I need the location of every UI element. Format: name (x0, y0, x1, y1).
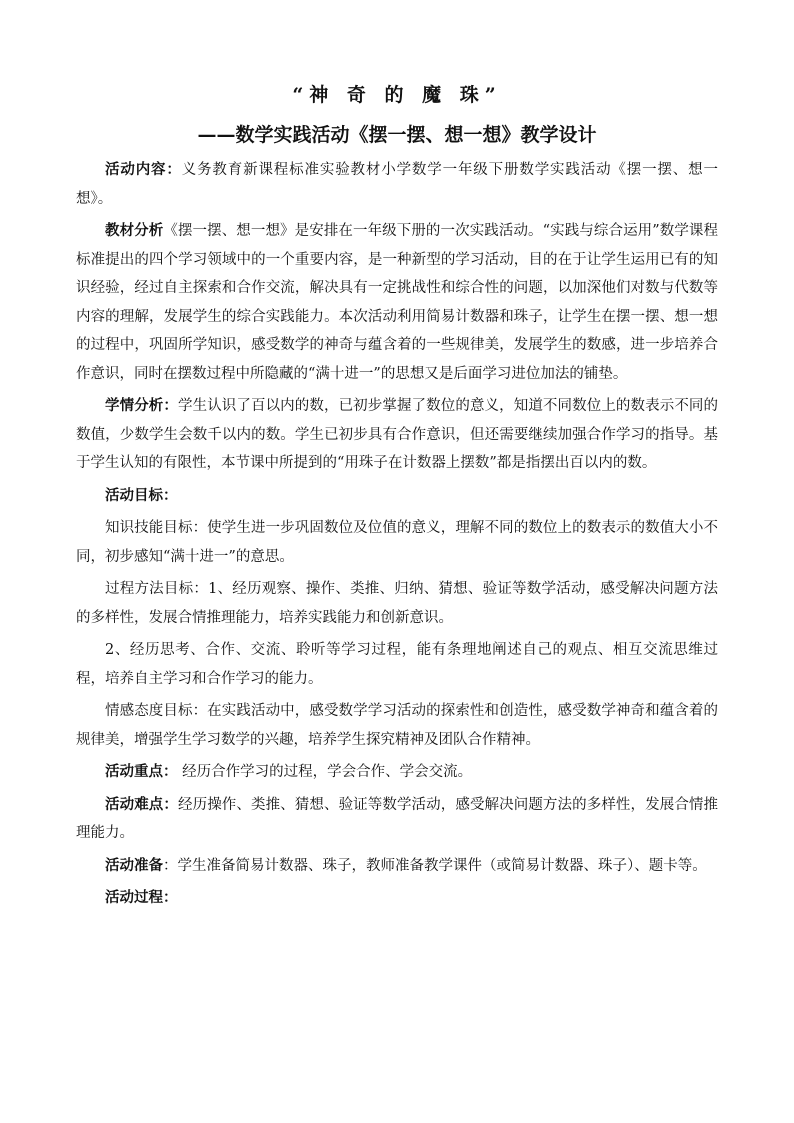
preparation-label: 活动准备 (105, 856, 163, 874)
goal-process-paragraph-2: 2、经历思考、合作、交流、聆听等学习过程，能有条理地阐述自己的观点、相互交流思维过程，培养自主学习和合作学习的能力。 (76, 642, 718, 687)
student-analysis-paragraph (76, 392, 718, 478)
activity-content-label: 活动内容： (105, 161, 182, 178)
document-page (76, 80, 718, 917)
goal-knowledge-paragraph: 知识技能目标：使学生进一步巩固数位及位值的意义，理解不同的数位上的数表示的数值大小不同，初步感知“满十进一”的意思。 (76, 520, 718, 565)
activity-process-heading: 活动过程： (105, 889, 178, 906)
material-analysis-paragraph (76, 217, 718, 388)
key-point-label: 活动重点： (105, 763, 178, 780)
key-point-text: 经历合作学习的过程，学会合作、学会交流。 (177, 764, 473, 780)
key-point-paragraph (76, 758, 718, 787)
preparation-paragraph (76, 852, 718, 881)
document-subtitle: ——数学实践活动《摆一摆、想一想》教学设计 (197, 124, 597, 146)
preparation-text: ：学生准备简易计数器、珠子，教师准备教学课件（或简易计数器、珠子）、题卡等。 (163, 857, 707, 874)
activity-content-text: 义务教育新课程标准实验教材小学数学一年级下册数学实践活动《摆一摆、想一想》。 (76, 162, 719, 207)
difficulty-paragraph (76, 791, 718, 848)
activity-content-paragraph (76, 156, 718, 213)
activity-goals-heading: 活动目标： (105, 486, 178, 504)
goal-process-paragraph-1: 过程方法目标：1、经历观察、操作、类推、归纳、猜想、验证等数学活动，感受解决问题方法的多样性，发展合情推理能力，培养实践能力和创新意识。 (76, 581, 718, 626)
difficulty-text: 经历操作、类推、猜想、验证等数学活动，感受解决问题方法的多样性，发展合情推理能力。 (76, 796, 719, 841)
material-analysis-label: 教材分析 (105, 222, 164, 239)
document-title: “神 奇 的 魔 珠” (292, 84, 502, 106)
material-analysis-text: 《摆一摆、想一想》是安排在一年级下册的一次实践活动。“实践与综合运用”数学课程标准提出的四个学习领域中的一个重要内容，是一种新型的学习活动，目的在于让学生运用已有的知识经验，经过自主探索和合作交流，解决具有一定挑战性和综合性的问题，以加深他们对数与代数等内容的理解，发展学生的综合实践能力。本次活动利用简易计数器和珠子，让学生在摆一摆、想一想的过程中，巩固所学知识，感受数学的神奇与蕴含着的一些规律美，发展学生的数感，进一步培养合作意识，同时在摆数过程中所隐藏的“满十进一”的思想又是后面学习进位加法的铺垫。 (76, 223, 719, 382)
student-analysis-label: 学情分析： (105, 397, 178, 414)
goal-emotion-paragraph: 情感态度目标：在实践活动中，感受数学学习活动的探索性和创造性，感受数学神奇和蕴含着的规律美，增强学生学习数学的兴趣，培养学生探究精神及团队合作精神。 (76, 703, 718, 748)
difficulty-label: 活动难点： (105, 795, 178, 813)
student-analysis-text: 学生认识了百以内的数，已初步掌握了数位的意义，知道不同数位上的数表示不同的数值，少数学生会数千以内的数。学生已初步具有合作意识，但还需要继续加强合作学习的指导。基于学生认知的有限性，本节课中所提到的“用珠子在计数器上摆数”都是指摆出百以内的数。 (76, 398, 719, 471)
